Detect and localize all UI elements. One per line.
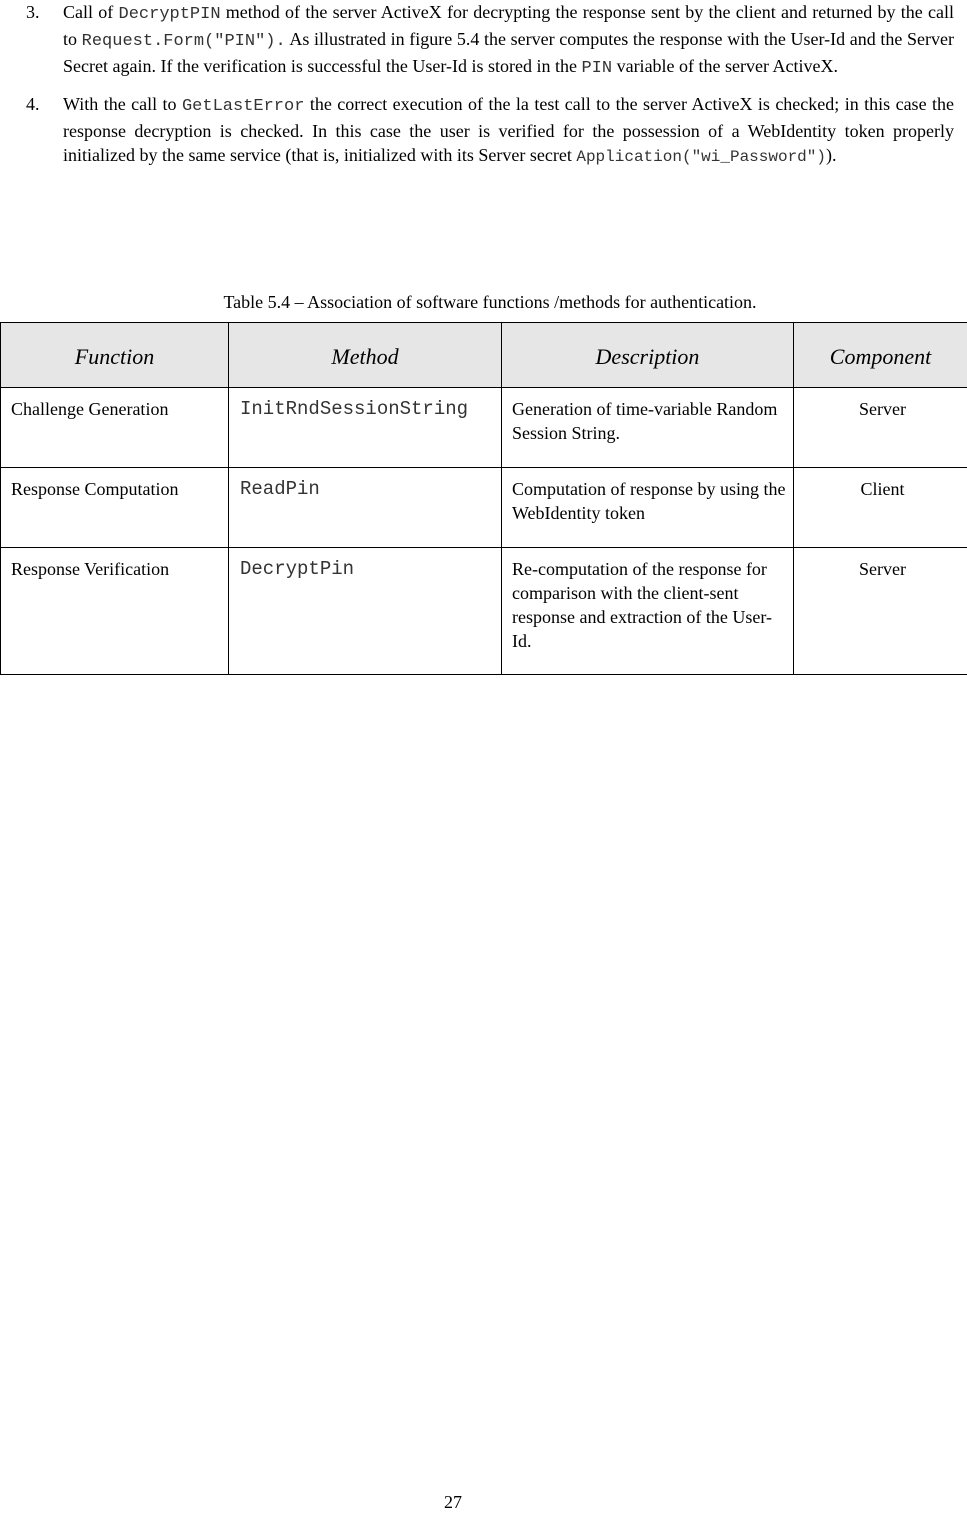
cell-function: Challenge Generation xyxy=(1,388,229,468)
list-item xyxy=(26,92,954,169)
list-item-text: variable of the server ActiveX. xyxy=(612,56,838,76)
list-item-text: method of the server ActiveX for decrypting the response sent by the client and returned by the call to xyxy=(63,2,954,49)
cell-method: ReadPin xyxy=(229,468,502,548)
list-item-text: ). xyxy=(825,145,837,165)
cell-description: Re-computation of the response for comparison with the client-sent response and extraction of the User-Id. xyxy=(502,548,794,675)
page-number: 27 xyxy=(444,1492,462,1512)
list-item xyxy=(26,0,954,81)
column-header-description: Description xyxy=(502,323,794,388)
cell-function: Response Verification xyxy=(1,548,229,675)
table-row xyxy=(1,468,967,548)
list-item-text: the correct execution of the la test call to the server ActiveX is checked; in this case the response decryption is checked. In this case the user is verified for the possession of a WebIdentity token properly initialized by the same service (that is, initialized with its Server secret xyxy=(63,94,954,165)
cell-description: Generation of time-variable Random Session String. xyxy=(502,388,794,468)
list-item-text: With the call to xyxy=(63,94,182,114)
cell-description: Computation of response by using the WebIdentity token xyxy=(502,468,794,548)
association-table xyxy=(0,322,967,675)
cell-component: Server xyxy=(794,548,967,675)
numbered-list xyxy=(26,0,954,169)
inline-code: Application("wi_Password") xyxy=(576,148,826,166)
inline-code: Request.Form("PIN"). xyxy=(81,32,286,51)
cell-method: DecryptPin xyxy=(229,548,502,675)
column-header-function: Function xyxy=(1,323,229,388)
list-item-number: 4. xyxy=(26,94,40,114)
list-item-number: 3. xyxy=(26,2,40,22)
cell-function: Response Computation xyxy=(1,468,229,548)
inline-code: DecryptPIN xyxy=(118,5,221,24)
inline-code: PIN xyxy=(581,59,613,78)
column-header-component: Component xyxy=(794,323,967,388)
inline-code: GetLastError xyxy=(181,97,305,116)
table-header-row xyxy=(1,323,967,388)
cell-method: InitRndSessionString xyxy=(229,388,502,468)
cell-component: Server xyxy=(794,388,967,468)
column-header-method: Method xyxy=(229,323,502,388)
cell-component: Client xyxy=(794,468,967,548)
list-item-text: As illustrated in figure 5.4 the server computes the response with the User-Id and the Server Secret again. If the verification is successful the User-Id is stored in the xyxy=(63,29,954,76)
list-item-text: Call of xyxy=(63,2,119,22)
table-caption: Table 5.4 – Association of software functions /methods for authentication. xyxy=(223,292,757,312)
table-row xyxy=(1,388,967,468)
table-row xyxy=(1,548,967,675)
